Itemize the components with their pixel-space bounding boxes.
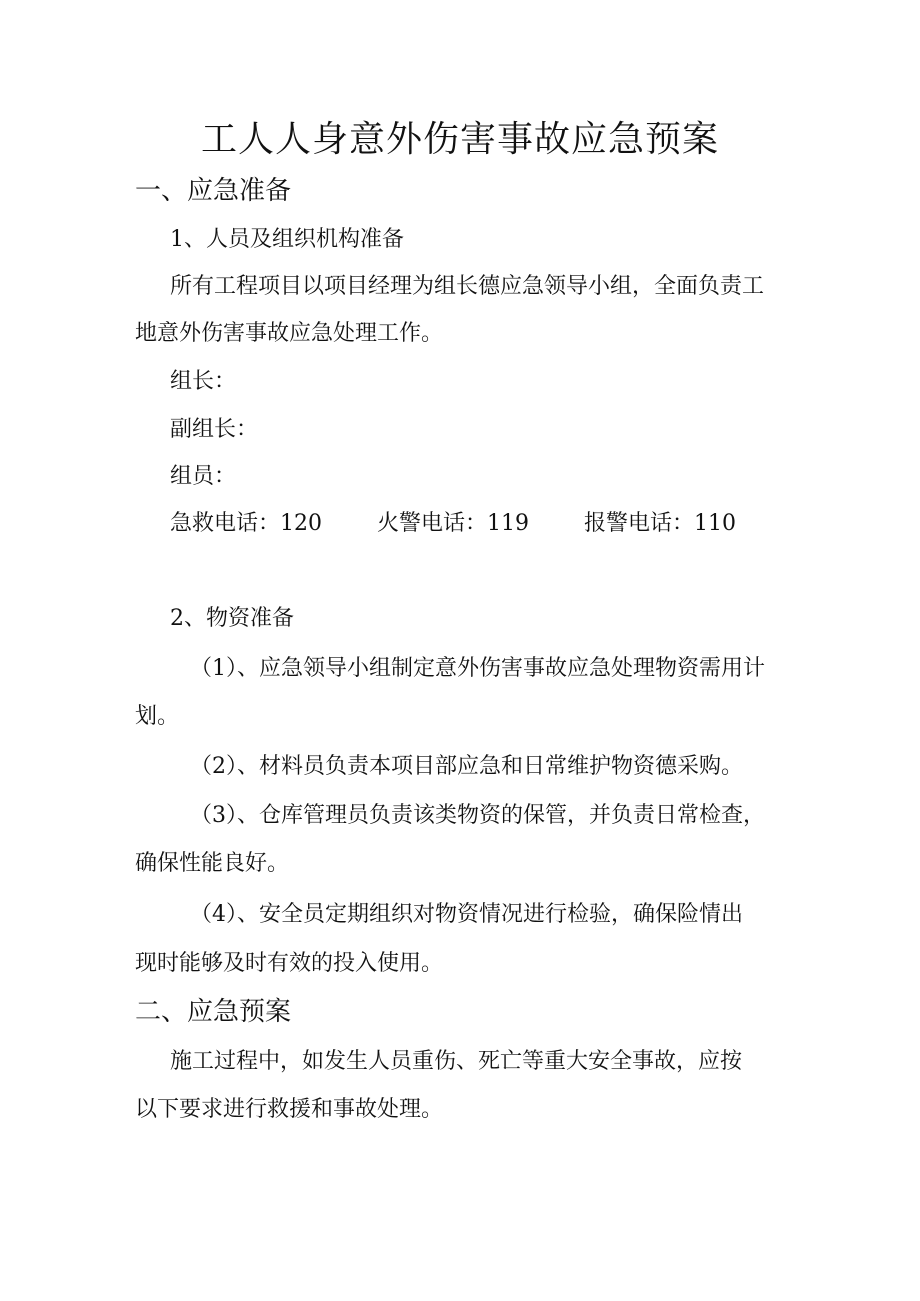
paragraph-line: 地意外伤害事故应急处理工作。 bbox=[135, 321, 444, 346]
list-item-1-line: 划。 bbox=[135, 704, 180, 729]
list-item-4-line: 现时能够及时有效的投入使用。 bbox=[135, 951, 444, 976]
list-item-1-line: （1）、应急领导小组制定意外伤害事故应急处理物资需用计 bbox=[190, 656, 765, 681]
document-title: 工人人身意外伤害事故应急预案 bbox=[200, 119, 719, 160]
section-2-heading: 二、应急预案 bbox=[135, 997, 292, 1027]
list-item-3-line: （3）、仓库管理员负责该类物资的保管，并负责日常检查， bbox=[190, 803, 765, 828]
list-item-2-line: （2）、材料员负责本项目部应急和日常维护物资德采购。 bbox=[190, 754, 743, 779]
police-phone: 报警电话：110 bbox=[584, 511, 736, 536]
subsection-1-heading: 1、人员及组织机构准备 bbox=[170, 227, 404, 252]
members-label: 组员： bbox=[170, 464, 237, 489]
phone-numbers-row bbox=[170, 510, 736, 538]
paragraph-line: 施工过程中，如发生人员重伤、死亡等重大安全事故，应按 bbox=[170, 1049, 743, 1074]
section-1-heading: 一、应急准备 bbox=[135, 176, 292, 206]
deputy-leader-label: 副组长： bbox=[170, 417, 259, 442]
subsection-2-heading: 2、物资准备 bbox=[170, 606, 294, 631]
first-aid-phone: 急救电话：120 bbox=[170, 511, 322, 536]
list-item-4-line: （4）、安全员定期组织对物资情况进行检验，确保险情出 bbox=[190, 902, 743, 927]
leader-label: 组长： bbox=[170, 369, 237, 394]
paragraph-line: 所有工程项目以项目经理为组长德应急领导小组，全面负责工 bbox=[170, 274, 765, 299]
list-item-3-line: 确保性能良好。 bbox=[135, 851, 290, 876]
paragraph-line: 以下要求进行救援和事故处理。 bbox=[135, 1097, 444, 1122]
fire-phone: 火警电话：119 bbox=[377, 511, 529, 536]
